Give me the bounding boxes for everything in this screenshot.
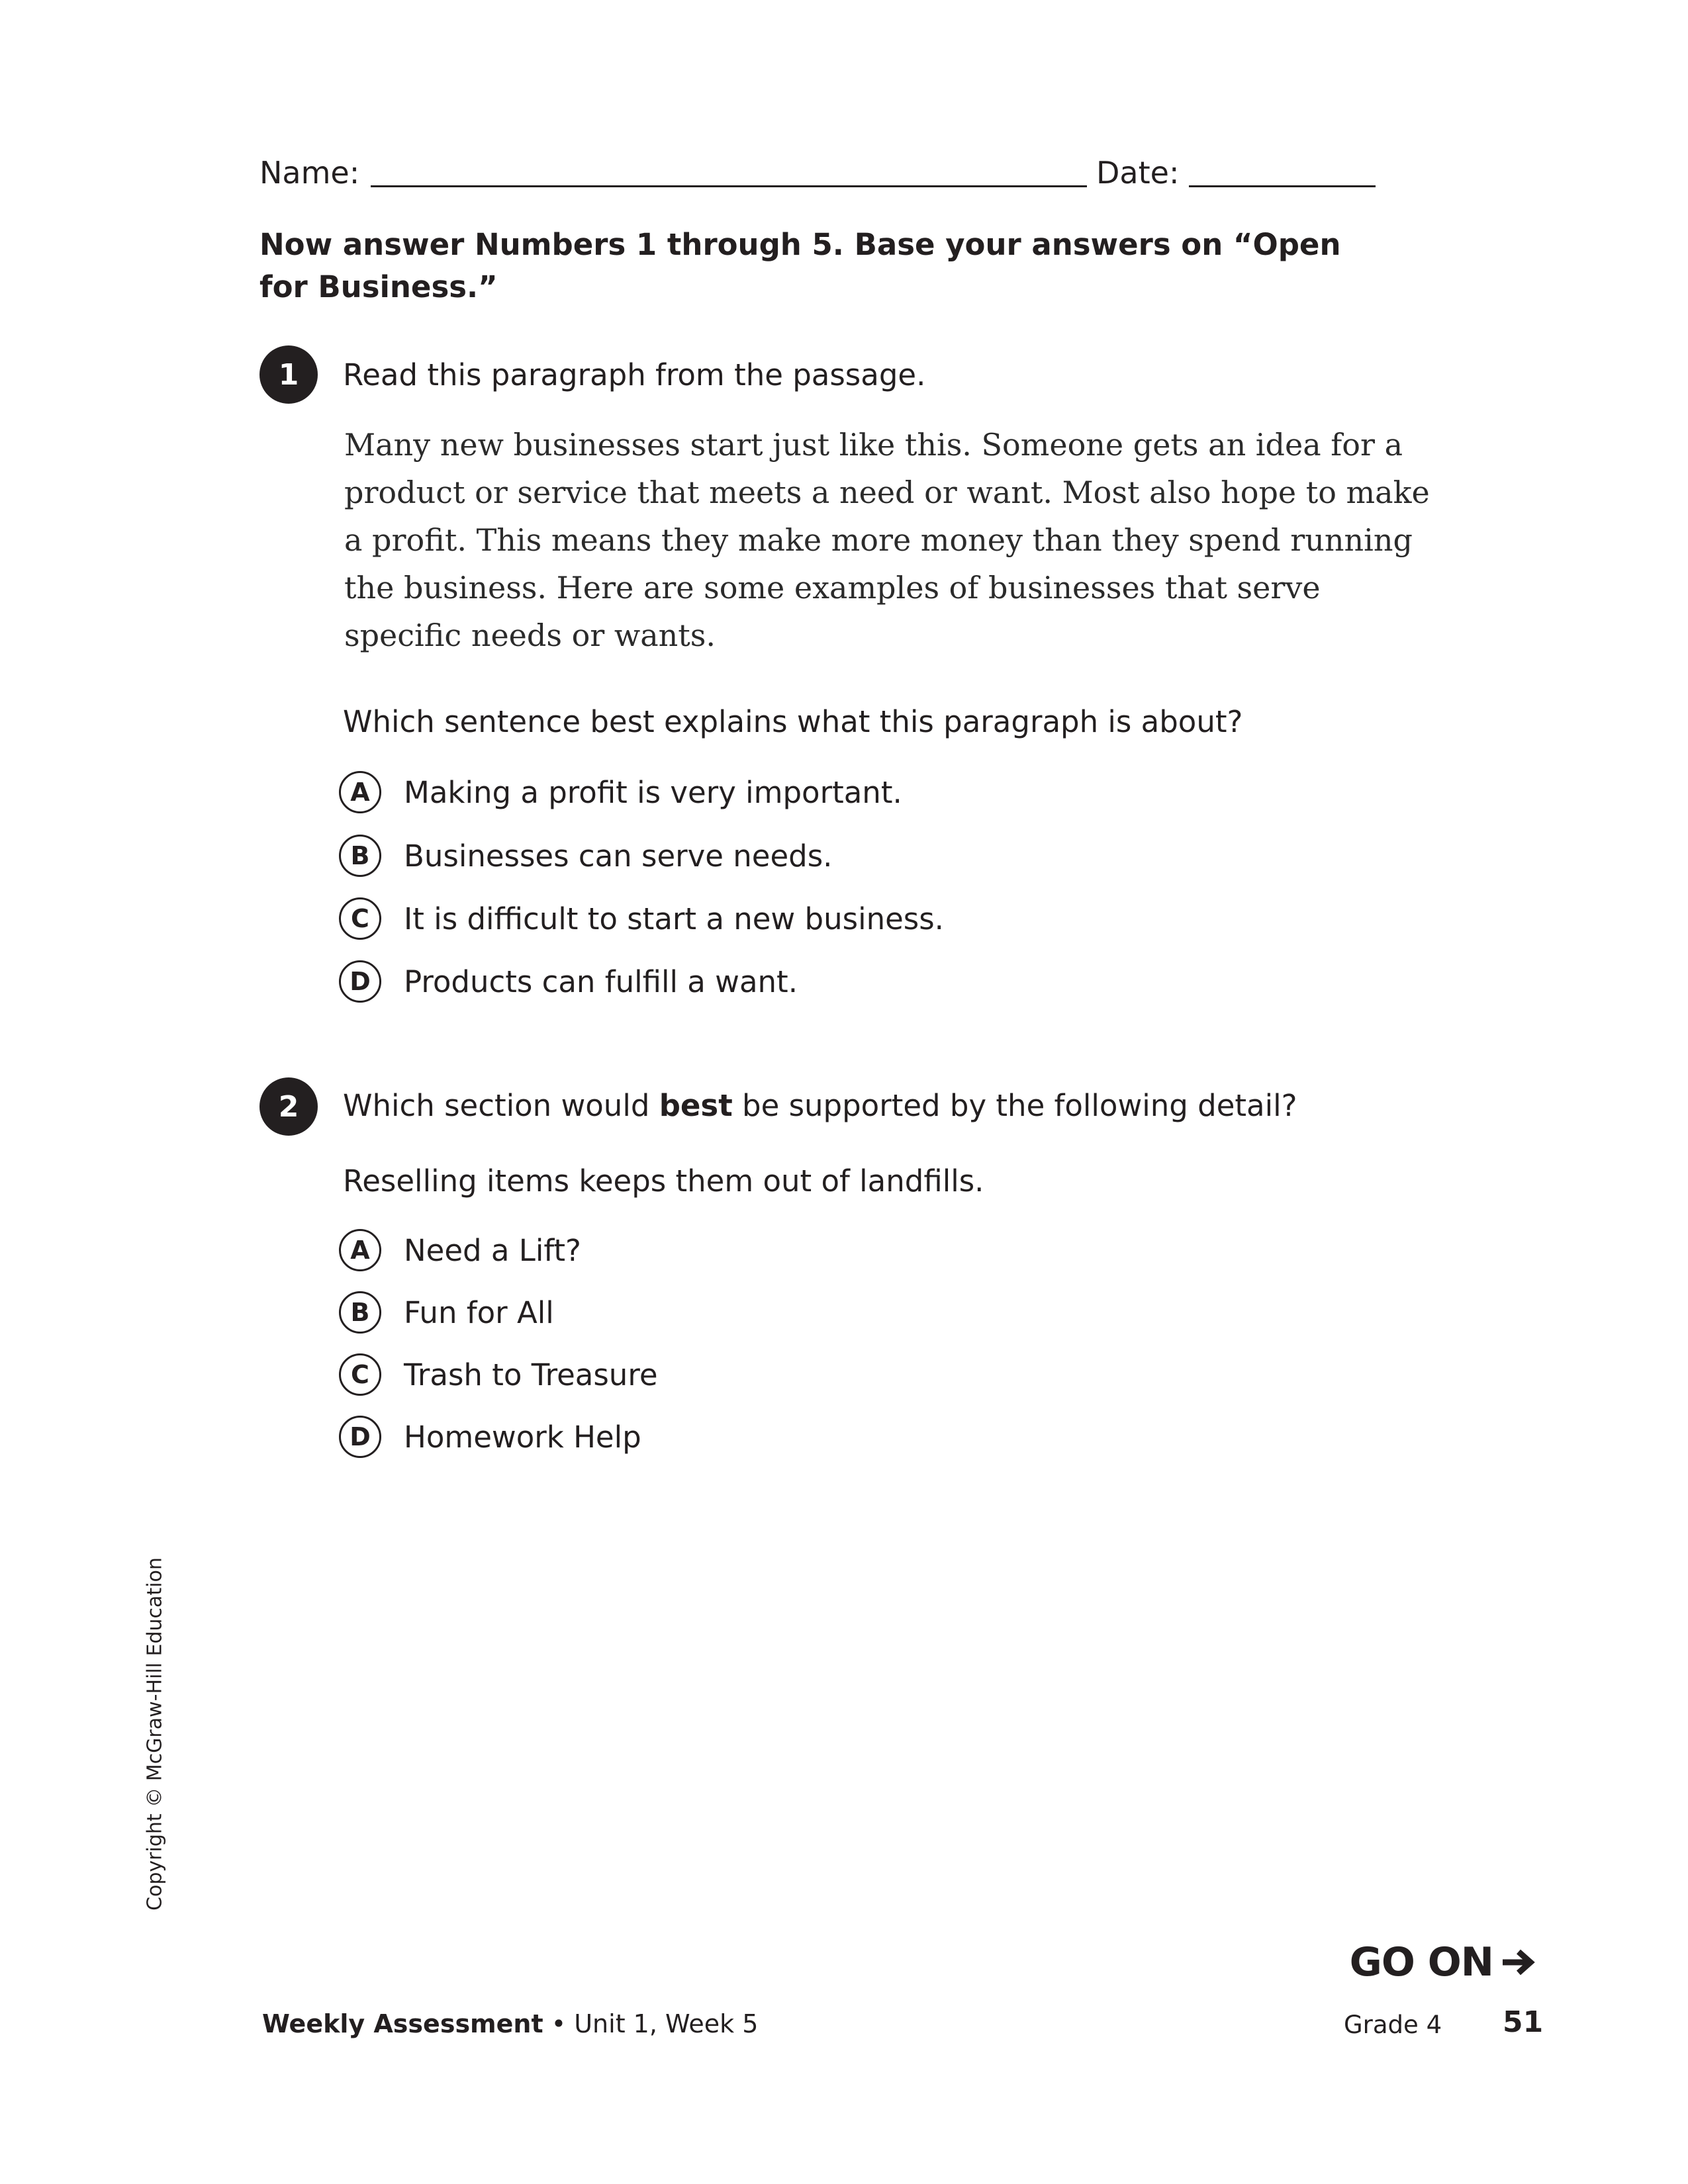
option-bubble[interactable]: C: [339, 1353, 381, 1396]
question-1-number: 1: [259, 345, 318, 404]
footer-unit-week: Unit 1, Week 5: [574, 2009, 759, 2038]
question-2-prompt: [343, 1088, 1297, 1124]
footer-separator: •: [543, 2009, 575, 2038]
question-2-option-d[interactable]: [339, 1414, 658, 1460]
date-label: Date:: [1096, 155, 1180, 191]
question-1-passage: Many new businesses start just like this. Someone gets an idea for a product or service that meets a need or want. Most also hope to make a profit. This means they make more money than they spend running the business. Here are some examples of businesses that serve specific needs or wants.: [344, 427, 1430, 653]
instructions: Now answer Numbers 1 through 5. Base your answers on “Open for Business.”: [259, 227, 1341, 304]
question-1-prompt: Read this paragraph from the passage.: [343, 357, 926, 392]
option-text: Making a profit is very important.: [404, 774, 902, 810]
question-2-option-c[interactable]: [339, 1351, 658, 1398]
option-bubble[interactable]: D: [339, 1416, 381, 1458]
question-1-option-a[interactable]: [339, 769, 944, 815]
question-1-option-d[interactable]: [339, 958, 944, 1005]
option-text: Products can fulfill a want.: [404, 964, 798, 999]
date-field[interactable]: [1189, 185, 1376, 187]
option-bubble[interactable]: A: [339, 771, 381, 813]
name-label: Name:: [259, 155, 360, 191]
question-2-options: [339, 1227, 658, 1460]
prompt-text: Which section would: [343, 1088, 659, 1123]
option-text: Homework Help: [404, 1419, 641, 1455]
question-1-option-c[interactable]: [339, 895, 944, 942]
option-text: Businesses can serve needs.: [404, 838, 833, 874]
prompt-emphasis: best: [659, 1088, 733, 1123]
page-number: 51: [1503, 2005, 1544, 2039]
question-1-text: Which sentence best explains what this paragraph is about?: [343, 704, 1243, 739]
name-field[interactable]: [371, 185, 1087, 187]
footer-assessment-title: Weekly Assessment: [262, 2009, 543, 2038]
question-2-detail: Reselling items keeps them out of landfills.: [343, 1163, 984, 1199]
go-on-label: GO ON: [1349, 1939, 1493, 1985]
option-text: Fun for All: [404, 1295, 554, 1330]
option-text: It is difficult to start a new business.: [404, 901, 944, 936]
question-2-number: 2: [259, 1077, 318, 1136]
go-on-indicator: [1350, 1939, 1537, 1985]
footer-assessment-info: [262, 2009, 758, 2038]
option-text: Need a Lift?: [404, 1232, 581, 1268]
option-bubble[interactable]: C: [339, 897, 381, 940]
question-2-option-b[interactable]: [339, 1289, 658, 1336]
arrow-right-icon: [1500, 1948, 1537, 1977]
copyright-notice: Copyright © McGraw-Hill Education: [143, 1557, 167, 1911]
question-1-options: [339, 769, 944, 1005]
option-bubble[interactable]: B: [339, 1291, 381, 1334]
option-bubble[interactable]: D: [339, 960, 381, 1003]
prompt-text: be supported by the following detail?: [732, 1088, 1297, 1123]
option-bubble[interactable]: B: [339, 835, 381, 877]
option-text: Trash to Treasure: [404, 1357, 658, 1392]
option-bubble[interactable]: A: [339, 1229, 381, 1271]
question-2-option-a[interactable]: [339, 1227, 658, 1273]
question-1-option-b[interactable]: [339, 833, 944, 879]
footer-grade: Grade 4: [1344, 2011, 1442, 2039]
